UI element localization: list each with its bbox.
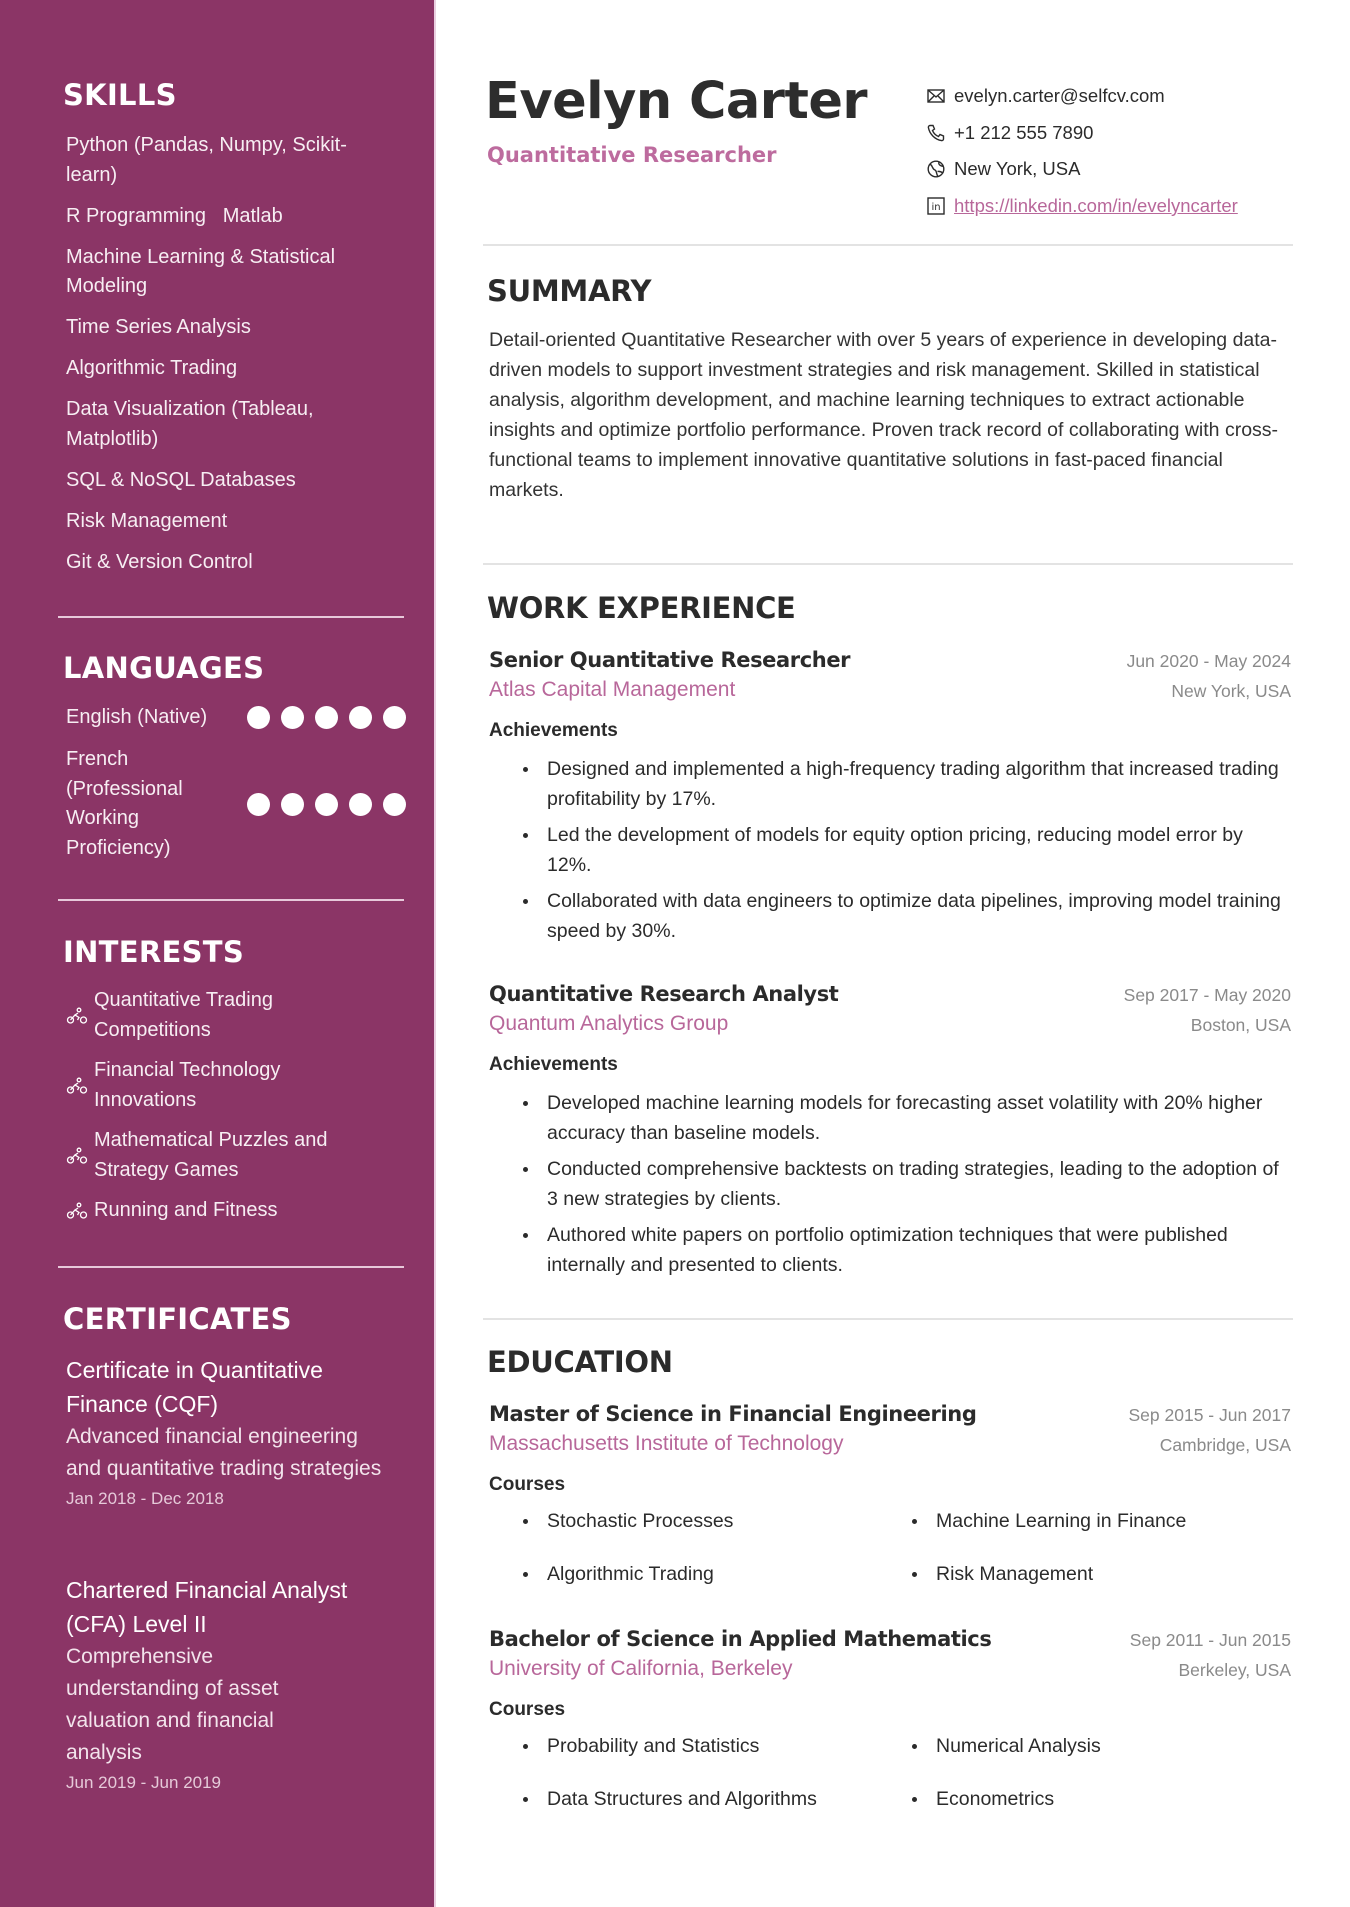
skill-item: Time Series Analysis	[66, 316, 251, 338]
company-name: Atlas Capital Management	[489, 678, 736, 701]
school-name: University of California, Berkeley	[489, 1657, 793, 1680]
languages-heading: LANGUAGES	[63, 651, 265, 685]
course-item: Machine Learning in Finance	[912, 1506, 1301, 1536]
location-text: New York, USA	[954, 158, 1081, 180]
achievements-label: Achievements	[489, 1054, 618, 1075]
bicycle-icon	[66, 1077, 88, 1095]
school-name: Massachusetts Institute of Technology	[489, 1432, 844, 1455]
bicycle-icon	[66, 1202, 88, 1220]
language-name: French (Professional Working Proficiency)	[66, 748, 183, 859]
education-heading: EDUCATION	[487, 1345, 673, 1379]
job-title: Senior Quantitative Researcher	[489, 648, 851, 672]
language-level-dots	[247, 706, 406, 729]
courses-list	[489, 1506, 1291, 1589]
work-experience-heading: WORK EXPERIENCE	[487, 591, 796, 625]
contact-location	[926, 151, 1238, 188]
linkedin-link[interactable]: https://linkedin.com/in/evelyncarter	[954, 194, 1238, 216]
language-row	[66, 745, 406, 863]
language-row	[66, 703, 406, 733]
achievements-list	[489, 754, 1291, 946]
summary-text: Detail-oriented Quantitative Researcher with over 5 years of experience in developing data-driven models to support investment strategies and risk management. Skilled in statistical analysis, algorithm development, and machine learning techniques to extract actionable insights and optimize portfolio performance. Proven track record of collaborating with cross-functional teams to implement innovative quantitative solutions in fast-paced financial markets.	[489, 329, 1279, 501]
level-dot-filled	[247, 793, 270, 816]
course-item: Risk Management	[912, 1559, 1301, 1589]
contact-email	[926, 78, 1238, 115]
level-dot-filled	[315, 706, 338, 729]
level-dot-filled	[281, 793, 304, 816]
education-entry	[489, 1402, 1291, 1589]
degree-title: Bachelor of Science in Applied Mathematics	[489, 1627, 992, 1651]
skill-item: Algorithmic Trading	[66, 357, 238, 379]
interest-item	[66, 1056, 406, 1115]
certificates-heading: CERTIFICATES	[63, 1302, 292, 1336]
job-dates: Sep 2017 - May 2020	[1123, 985, 1291, 1005]
divider	[483, 244, 1293, 246]
certificate-title: Chartered Financial Analyst (CFA) Level II	[66, 1577, 348, 1637]
certificate-title: Certificate in Quantitative Finance (CQF)	[66, 1357, 323, 1417]
courses-label: Courses	[489, 1474, 566, 1495]
course-item: Data Structures and Algorithms	[523, 1784, 912, 1814]
education-dates: Sep 2011 - Jun 2015	[1129, 1630, 1291, 1650]
interests-heading: INTERESTS	[63, 935, 245, 969]
certificate-dates: Jan 2018 - Dec 2018	[66, 1489, 224, 1508]
phone-icon	[926, 123, 946, 143]
interest-item	[66, 1196, 406, 1226]
interests-list	[66, 986, 406, 1237]
interest-text: Running and Fitness	[94, 1199, 278, 1221]
divider	[483, 1318, 1293, 1320]
skill-item: Python (Pandas, Numpy, Scikit-learn)	[66, 134, 347, 186]
course-item: Stochastic Processes	[523, 1506, 912, 1536]
achievements-list	[489, 1088, 1291, 1280]
level-dot-filled	[383, 793, 406, 816]
job-location: New York, USA	[1171, 681, 1291, 701]
contact-list	[926, 78, 1238, 224]
language-level-dots	[247, 793, 406, 816]
divider	[58, 899, 404, 901]
education-location: Cambridge, USA	[1159, 1435, 1291, 1455]
job-dates: Jun 2020 - May 2024	[1126, 651, 1291, 671]
level-dot-filled	[247, 706, 270, 729]
interest-text: Financial Technology Innovations	[94, 1059, 281, 1111]
achievement-item: Conducted comprehensive backtests on trading strategies, leading to the adoption of 3 new strategies by clients.	[523, 1154, 1291, 1214]
skills-heading: SKILLS	[63, 78, 177, 112]
achievements-label: Achievements	[489, 720, 618, 741]
achievement-item: Authored white papers on portfolio optimization techniques that were published internally and presented to clients.	[523, 1220, 1291, 1280]
skill-item: Data Visualization (Tableau, Matplotlib)	[66, 398, 314, 450]
job-entry	[489, 648, 1291, 952]
achievement-item: Developed machine learning models for forecasting asset volatility with 20% higher accuracy than baseline models.	[523, 1088, 1291, 1148]
sidebar	[0, 0, 434, 1907]
certificate-dates: Jun 2019 - Jun 2019	[66, 1773, 222, 1792]
level-dot-filled	[383, 706, 406, 729]
course-item: Probability and Statistics	[523, 1731, 912, 1761]
bicycle-icon	[66, 1007, 88, 1025]
achievement-item: Led the development of models for equity option pricing, reducing model error by 12%.	[523, 820, 1291, 880]
candidate-name: Evelyn Carter	[485, 72, 868, 131]
language-name: English (Native)	[66, 706, 208, 728]
interest-item	[66, 986, 406, 1045]
course-item: Numerical Analysis	[912, 1731, 1301, 1761]
skill-item: Risk Management	[66, 509, 228, 532]
course-item: Econometrics	[912, 1784, 1301, 1814]
job-title: Quantitative Research Analyst	[489, 982, 839, 1006]
degree-title: Master of Science in Financial Engineering	[489, 1402, 977, 1426]
globe-icon	[926, 159, 946, 179]
divider	[58, 1266, 404, 1268]
certificate-item	[66, 1574, 396, 1797]
skill-item: Git & Version Control	[66, 550, 253, 573]
skills-list	[66, 131, 396, 589]
linkedin-icon	[926, 196, 946, 216]
job-entry	[489, 982, 1291, 1286]
svg-text:in: in	[931, 201, 941, 213]
summary-heading: SUMMARY	[487, 274, 652, 308]
courses-list	[489, 1731, 1291, 1814]
company-name: Quantum Analytics Group	[489, 1012, 729, 1035]
certificate-item	[66, 1354, 396, 1513]
level-dot-filled	[349, 706, 372, 729]
email-text[interactable]: evelyn.carter@selfcv.com	[954, 85, 1165, 107]
interest-text: Quantitative Trading Competitions	[94, 989, 273, 1041]
interest-item	[66, 1126, 406, 1185]
job-location: Boston, USA	[1190, 1015, 1291, 1035]
bicycle-icon	[66, 1147, 88, 1165]
level-dot-filled	[281, 706, 304, 729]
interest-text: Mathematical Puzzles and Strategy Games	[94, 1129, 328, 1181]
achievement-item: Designed and implemented a high-frequency trading algorithm that increased trading profitability by 17%.	[523, 754, 1291, 814]
education-entry	[489, 1627, 1291, 1814]
certificate-description: Comprehensive understanding of asset valuation and financial analysis	[66, 1645, 279, 1764]
skill-item: R Programming Matlab	[66, 204, 283, 227]
courses-label: Courses	[489, 1699, 566, 1720]
level-dot-filled	[349, 793, 372, 816]
skill-item: Machine Learning & Statistical Modeling	[66, 245, 336, 297]
achievement-item: Collaborated with data engineers to optimize data pipelines, improving model training speed by 30%.	[523, 886, 1291, 946]
divider	[483, 563, 1293, 565]
level-dot-filled	[315, 793, 338, 816]
course-item: Algorithmic Trading	[523, 1559, 912, 1589]
education-dates: Sep 2015 - Jun 2017	[1128, 1405, 1291, 1425]
education-location: Berkeley, USA	[1178, 1660, 1291, 1680]
skill-item: SQL & NoSQL Databases	[66, 468, 296, 491]
contact-phone	[926, 115, 1238, 152]
certificate-description: Advanced financial engineering and quantitative trading strategies	[66, 1425, 382, 1480]
contact-linkedin	[926, 188, 1238, 225]
divider	[58, 616, 404, 618]
candidate-title: Quantitative Researcher	[487, 143, 777, 167]
phone-text: +1 212 555 7890	[954, 121, 1094, 143]
mail-icon	[926, 86, 946, 106]
